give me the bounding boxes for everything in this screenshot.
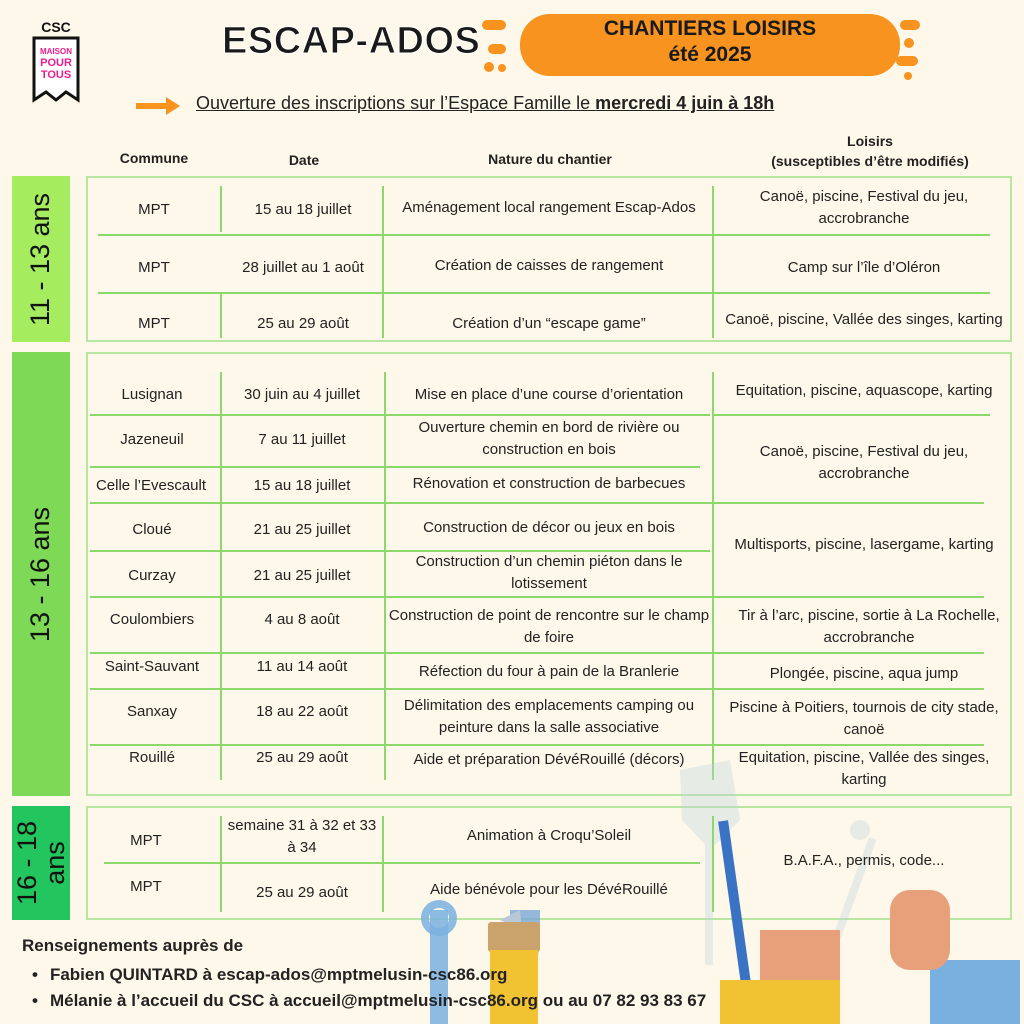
banner-text xyxy=(520,16,900,68)
table-cell-commune: MPT xyxy=(138,315,170,332)
table-cell-commune: MPT xyxy=(138,259,170,276)
age-band-13-16 xyxy=(12,352,70,796)
banner-dot-decoration xyxy=(904,72,912,80)
table-cell-date: 21 au 25 juillet xyxy=(253,521,351,538)
contact-heading: Renseignements auprès de xyxy=(22,936,244,955)
table-cell-commune: MPT xyxy=(138,201,170,218)
banner-dot-decoration xyxy=(498,64,506,72)
divider xyxy=(382,186,384,338)
table-cell-nature: Rénovation et construction de barbecues xyxy=(412,475,686,492)
logo-csc-text: CSC xyxy=(41,19,71,35)
table-cell-commune: MPT xyxy=(130,832,162,849)
table-cell-date: 21 au 25 juillet xyxy=(253,567,351,584)
table-cell-date: 25 au 29 août xyxy=(257,315,349,332)
header-commune: Commune xyxy=(119,150,189,166)
header-nature: Nature du chantier xyxy=(488,151,612,167)
table-cell-loisirs: B.A.F.A., permis, code... xyxy=(783,852,945,869)
banner-dash-decoration xyxy=(488,44,506,54)
table-cell-date: 11 au 14 août xyxy=(256,658,348,675)
divider xyxy=(90,502,984,504)
table-cell-date: 15 au 18 juillet xyxy=(253,477,351,494)
banner-line1: CHANTIERS LOISIRS xyxy=(603,17,817,40)
table-cell-commune: Lusignan xyxy=(121,386,183,403)
table-cell-date: semaine 31 à 32 et 33 à 34 xyxy=(227,817,377,856)
announcement-date: mercredi 4 juin à 18h xyxy=(595,93,775,113)
table-cell-nature: Construction de point de rencontre sur le champ de foire xyxy=(388,607,710,646)
table-cell-date: 28 juillet au 1 août xyxy=(242,259,364,276)
logo-line1: MAISON xyxy=(40,47,72,56)
table-cell-nature: Ouverture chemin en bord de rivière ou construction en bois xyxy=(418,419,680,458)
table-cell-nature: Aménagement local rangement Escap-Ados xyxy=(402,199,696,216)
table-cell-date: 15 au 18 juillet xyxy=(254,201,352,218)
table-cell-commune: Rouillé xyxy=(129,749,175,766)
table-cell-date: 7 au 11 juillet xyxy=(258,431,346,448)
banner-dot-decoration xyxy=(904,38,914,48)
age-label-line2: ans xyxy=(40,841,70,885)
table-cell-nature: Création de caisses de rangement xyxy=(434,257,664,274)
table-cell-loisirs: Tir à l’arc, piscine, sortie à La Rochelle, accrobranche xyxy=(738,607,1000,646)
table-cell-commune: MPT xyxy=(130,878,162,895)
table-cell-nature: Aide bénévole pour les DévéRouillé xyxy=(430,881,668,898)
announcement-text: Ouverture des inscriptions sur l’Espace Famille le xyxy=(196,93,596,113)
divider xyxy=(98,234,990,236)
table-cell-nature: Animation à Croqu’Soleil xyxy=(466,827,632,844)
table-cell-commune: Coulombiers xyxy=(109,611,195,628)
divider xyxy=(220,186,222,232)
table-cell-commune: Sanxay xyxy=(126,703,178,720)
table-cell-loisirs: Canoë, piscine, Vallée des singes, karting xyxy=(725,311,1003,328)
divider xyxy=(220,372,222,780)
banner-dash-decoration xyxy=(900,20,920,30)
divider xyxy=(712,372,714,780)
table-cell-commune: Jazeneuil xyxy=(120,431,184,448)
table-cell-loisirs: Canoë, piscine, Festival du jeu, accrobranche xyxy=(759,188,969,227)
age-band-11-13 xyxy=(12,176,70,342)
banner-dash-decoration xyxy=(482,20,506,30)
registration-announcement xyxy=(196,93,774,114)
divider xyxy=(104,862,700,864)
age-label: 11 - 13 ans xyxy=(25,192,56,326)
divider xyxy=(90,596,984,598)
table-cell-date: 30 juin au 4 juillet xyxy=(244,386,360,403)
table-cell-loisirs: Camp sur l’île d’Oléron xyxy=(787,259,941,276)
contact-item: • Fabien QUINTARD à escap-ados@mptmelusin-csc86.org xyxy=(32,962,706,988)
csc-logo xyxy=(30,18,82,104)
page-title: ESCAP-ADOS xyxy=(222,20,481,62)
divider xyxy=(98,292,990,294)
divider xyxy=(220,294,222,338)
table-cell-nature: Mise en place d’une course d’orientation xyxy=(414,386,684,403)
table-cell-nature: Aide et préparation DévéRouillé (décors) xyxy=(413,751,685,768)
header-loisirs-title: Loisirs xyxy=(847,133,893,149)
divider xyxy=(712,186,714,338)
divider xyxy=(220,816,222,912)
divider xyxy=(90,688,984,690)
contact-list xyxy=(32,962,706,1014)
table-cell-nature: Création d’un “escape game” xyxy=(452,315,646,332)
table-cell-commune: Saint-Sauvant xyxy=(104,658,200,675)
divider xyxy=(90,466,700,468)
table-cell-commune: Cloué xyxy=(132,521,172,538)
banner-line2: été 2025 xyxy=(668,43,752,66)
table-cell-nature: Construction de décor ou jeux en bois xyxy=(423,519,675,536)
table-cell-date: 25 au 29 août xyxy=(256,749,348,766)
table-cell-nature: Délimitation des emplacements camping ou peinture dans la salle associative xyxy=(403,697,695,736)
table-cell-loisirs: Equitation, piscine, aquascope, karting xyxy=(735,382,993,399)
banner-dot-decoration xyxy=(484,62,494,72)
divider xyxy=(384,372,386,780)
contact-item: • Mélanie à l’accueil du CSC à accueil@mptmelusin-csc86.org ou au 07 82 93 83 67 xyxy=(32,988,706,1014)
table-cell-nature: Construction d’un chemin piéton dans le lotissement xyxy=(415,553,683,592)
table-cell-date: 18 au 22 août xyxy=(256,703,348,720)
logo-line2: POUR xyxy=(40,57,72,69)
table-cell-nature: Réfection du four à pain de la Branlerie xyxy=(418,663,680,680)
table-cell-date: 25 au 29 août xyxy=(256,884,348,901)
age-label-line1: 16 - 18 xyxy=(12,820,42,906)
table-cell-loisirs: Plongée, piscine, aqua jump xyxy=(769,665,959,682)
table-cell-commune: Curzay xyxy=(128,567,176,584)
table-cell-date: 4 au 8 août xyxy=(264,611,340,628)
logo-line3: TOUS xyxy=(40,69,72,81)
header-date: Date xyxy=(288,152,320,168)
age-band-16-18 xyxy=(12,806,70,920)
table-cell-loisirs: Equitation, piscine, Vallée des singes, karting xyxy=(738,749,990,788)
header-loisirs-subtitle: (susceptibles d’être modifiés) xyxy=(771,153,969,169)
divider xyxy=(714,414,990,416)
age-label: 13 - 16 ans xyxy=(25,506,56,642)
arrow-right-icon xyxy=(136,96,182,121)
table-cell-loisirs: Multisports, piscine, lasergame, karting xyxy=(734,536,994,553)
table-cell-commune: Celle l’Evescault xyxy=(95,477,207,494)
table-cell-loisirs: Canoë, piscine, Festival du jeu, accrobranche xyxy=(759,443,969,482)
table-cell-loisirs: Piscine à Poitiers, tournois de city stade, canoë xyxy=(729,699,999,738)
header-loisirs xyxy=(730,131,1010,171)
